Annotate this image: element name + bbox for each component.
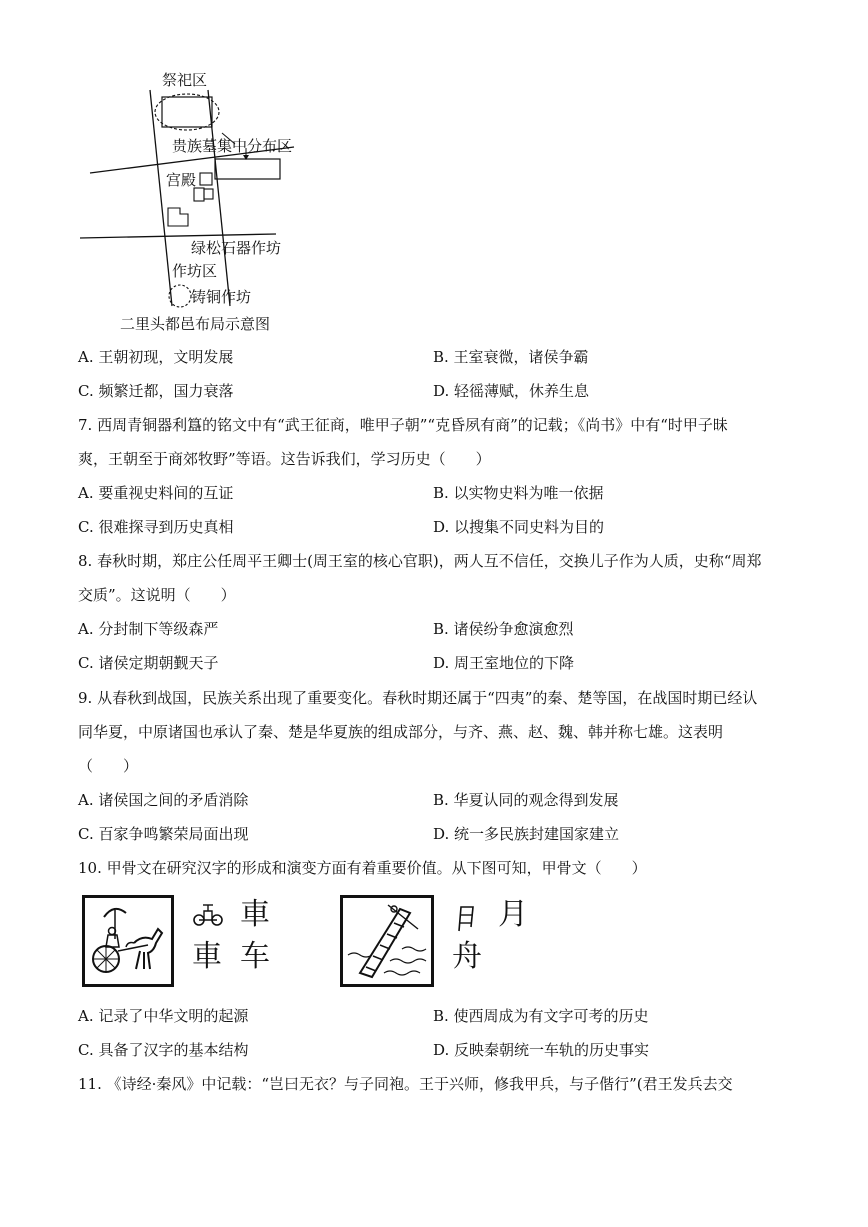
q7-stem-line-2: 爽，王朝至于商郊牧野”等语。这告诉我们，学习历史（ ）	[78, 450, 491, 468]
chariot-illustration	[82, 895, 174, 987]
label-workshop-area: 作坊区	[172, 262, 218, 280]
q7-option-d[interactable]: D. 以搜集不同史料为目的	[433, 518, 605, 536]
boat-illustration	[340, 895, 434, 987]
q7-option-b[interactable]: B. 以实物史料为唯一依据	[433, 484, 604, 502]
car-traditional-glyph-2: 車	[192, 939, 222, 974]
q8-option-d[interactable]: D. 周王室地位的下降	[433, 654, 575, 672]
moon-glyph: 月	[498, 897, 528, 932]
label-bronze-workshop: 铸铜作坊	[191, 288, 252, 306]
oracle-car-glyph	[192, 902, 224, 928]
q8-stem-line-1: 8. 春秋时期，郑庄公任周平王卿士(周王室的核心官职)，两人互不信任，交换儿子作为人质，史称“周郑	[78, 552, 762, 570]
boat-glyph: 舟	[452, 939, 482, 974]
q10-option-c[interactable]: C. 具备了汉字的基本结构	[78, 1041, 249, 1059]
q8-option-c[interactable]: C. 诸侯定期朝觐天子	[78, 654, 219, 672]
q7-option-a[interactable]: A. 要重视史料间的互证	[78, 484, 234, 502]
q9-option-c[interactable]: C. 百家争鸣繁荣局面出现	[78, 825, 249, 843]
car-simplified-glyph: 车	[240, 939, 270, 974]
q9-option-d[interactable]: D. 统一多民族封建国家建立	[433, 825, 620, 843]
q9-stem-line-1: 9. 从春秋到战国，民族关系出现了重要变化。春秋时期还属于“四夷”的秦、楚等国，在战国时期已经认	[78, 689, 758, 707]
q9-option-a[interactable]: A. 诸侯国之间的矛盾消除	[78, 791, 249, 809]
q10-option-a[interactable]: A. 记录了中华文明的起源	[78, 1007, 249, 1025]
label-palace: 宫殿	[166, 171, 197, 189]
q10-option-d[interactable]: D. 反映秦朝统一车轨的历史事实	[433, 1041, 650, 1059]
q6-option-d[interactable]: D. 轻徭薄赋，休养生息	[433, 382, 590, 400]
q8-option-a[interactable]: A. 分封制下等级森严	[78, 620, 219, 638]
q9-option-b[interactable]: B. 华夏认同的观念得到发展	[433, 791, 619, 809]
q7-stem-line-1: 7. 西周青铜器利簋的铭文中有“武王征商，唯甲子朝”“克昏夙有商”的记载；《尚书》中有“时甲子昧	[78, 416, 728, 434]
q9-stem-line-3: （ ）	[78, 757, 139, 775]
q6-option-a[interactable]: A. 王朝初现，文明发展	[78, 348, 234, 366]
q6-option-c[interactable]: C. 频繁迁都，国力衰落	[78, 382, 234, 400]
q9-stem-line-2: 同华夏，中原诸国也承认了秦、楚是华夏族的组成部分，与齐、燕、赵、魏、韩并称七雄。这表明	[78, 723, 724, 741]
q6-option-b[interactable]: B. 王室衰微，诸侯争霸	[433, 348, 589, 366]
oracle-moon-glyph	[455, 903, 477, 933]
map-caption: 二里头都邑布局示意图	[120, 315, 271, 333]
q10-stem-line-1: 10. 甲骨文在研究汉字的形成和演变方面有着重要价值。从下图可知，甲骨文（ ）	[78, 859, 647, 877]
q11-stem-line-1: 11. 《诗经·秦风》中记载：“岂曰无衣？与子同袍。王于兴师，修我甲兵，与子偕行”(君王发兵去交	[78, 1075, 733, 1093]
label-sacrifice-area: 祭祀区	[162, 71, 208, 89]
label-noble-tombs-area: 贵族墓集中分布区	[172, 137, 293, 155]
q8-stem-line-2: 交质”。这说明（ ）	[78, 586, 236, 604]
q10-option-b[interactable]: B. 使西周成为有文字可考的历史	[433, 1007, 649, 1025]
q8-option-b[interactable]: B. 诸侯纷争愈演愈烈	[433, 620, 574, 638]
q7-option-c[interactable]: C. 很难探寻到历史真相	[78, 518, 234, 536]
label-turquoise-workshop: 绿松石器作坊	[191, 239, 282, 257]
car-traditional-glyph-1: 車	[240, 897, 270, 932]
